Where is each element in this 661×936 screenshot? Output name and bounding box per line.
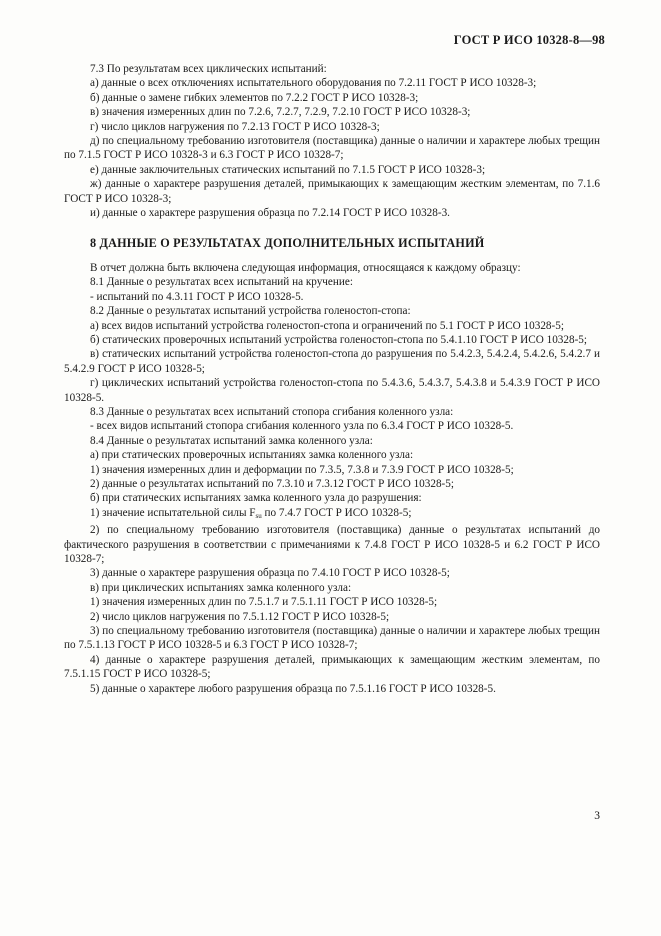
paragraph: в) при циклических испытаниях замка коленного узла: <box>90 581 352 594</box>
force-prefix: 1) значение испытательной силы F <box>90 506 256 519</box>
paragraph: 3) данные о характере разрушения образца по 7.4.10 ГОСТ Р ИСО 10328-5; <box>90 567 450 580</box>
paragraph: б) статических проверочных испытаний устройства голеностоп-стопа по 5.4.1.10 ГОСТ Р ИСО 10328-5; <box>90 333 587 346</box>
paragraph: В отчет должна быть включена следующая информация, относящаяся к каждому образцу: <box>90 261 521 274</box>
force-subscript: su <box>255 511 262 520</box>
paragraph: б) данные о замене гибких элементов по 7.2.2 ГОСТ Р ИСО 10328-3; <box>90 91 419 104</box>
paragraph: 7.3 По результатам всех циклических испытаний: <box>90 63 327 75</box>
paragraph: - всех видов испытаний стопора сгибания коленного узла по 6.3.4 ГОСТ Р ИСО 10328-5. <box>90 420 514 433</box>
paragraph: 8.3 Данные о результатах всех испытаний стопора сгибания коленного узла: <box>90 405 454 418</box>
paragraph: 8.4 Данные о результатах испытаний замка коленного узла: <box>90 434 373 447</box>
paragraph: б) при статических испытаниях замка коленного узла до разрушения: <box>90 492 422 505</box>
section-8 <box>64 261 600 696</box>
paragraph: - испытаний по 4.3.11 ГОСТ Р ИСО 10328-5. <box>90 290 304 303</box>
paragraph: г) циклических испытаний устройства голеностоп-стопа по 5.4.3.6, 5.4.3.7, 5.4.3.8 и 5.4.3.9 ГОСТ Р ИСО 10328-5. <box>64 377 600 404</box>
section-8-heading: 8 ДАННЫЕ О РЕЗУЛЬТАТАХ ДОПОЛНИТЕЛЬНЫХ ИСПЫТАНИЙ <box>90 236 485 251</box>
paragraph: 3) по специальному требованию изготовителя (поставщика) данные о наличии и характере любых трещин по 7.5.1.13 ГОСТ Р ИСО 10328-5 и 6.3 ГОСТ Р ИСО 10328-7; <box>64 625 600 652</box>
page-header: ГОСТ Р ИСО 10328-8—98 <box>453 33 605 47</box>
paragraph: а) данные о всех отключениях испытательного оборудования по 7.2.11 ГОСТ Р ИСО 10328-3; <box>90 77 537 90</box>
document-body <box>64 62 600 696</box>
paragraph: а) при статических проверочных испытаниях замка коленного узла: <box>90 449 414 462</box>
paragraph: 8.2 Данные о результатах испытаний устройства голеностоп-стопа: <box>90 305 411 318</box>
paragraph: 8.1 Данные о результатах всех испытаний на кручение: <box>90 276 353 289</box>
paragraph: г) число циклов нагружения по 7.2.13 ГОСТ Р ИСО 10328-3; <box>90 120 380 133</box>
paragraph: 5) данные о характере любого разрушения образца по 7.5.1.16 ГОСТ Р ИСО 10328-5. <box>90 682 496 695</box>
paragraph: а) всех видов испытаний устройства голеностоп-стопа и ограничений по 5.1 ГОСТ Р ИСО 10328-5; <box>90 319 564 332</box>
section-7-3 <box>64 62 600 220</box>
paragraph: е) данные заключительных статических испытаний по 7.1.5 ГОСТ Р ИСО 10328-3; <box>90 163 486 176</box>
paragraph: в) значения измеренных длин по 7.2.6, 7.2.7, 7.2.9, 7.2.10 ГОСТ Р ИСО 10328-3; <box>90 106 471 119</box>
force-suffix: по 7.4.7 ГОСТ Р ИСО 10328-5; <box>261 506 412 519</box>
paragraph: в) статических испытаний устройства голеностоп-стопа до разрушения по 5.4.2.3, 5.4.2.4, 5.4.2.6, 5.4.2.7 и 5.4.2.9 ГОСТ Р ИСО 10328-5; <box>64 348 600 375</box>
paragraph: 1) значения измеренных длин по 7.5.1.7 и 7.5.1.11 ГОСТ Р ИСО 10328-5; <box>90 596 438 609</box>
paragraph: и) данные о характере разрушения образца по 7.2.14 ГОСТ Р ИСО 10328-3. <box>90 207 450 220</box>
page-number: 3 <box>594 810 600 822</box>
paragraph: 2) данные о результатах испытаний по 7.3.10 и 7.3.12 ГОСТ Р ИСО 10328-5; <box>90 477 454 490</box>
paragraph: д) по специальному требованию изготовителя (поставщика) данные о наличии и характере любых трещин по 7.1.5 ГОСТ Р ИСО 10328-3 и 6.3 ГОСТ Р ИСО 10328-7; <box>64 135 600 162</box>
paragraph: 1) значения измеренных длин и деформации по 7.3.5, 7.3.8 и 7.3.9 ГОСТ Р ИСО 10328-5; <box>90 463 514 476</box>
paragraph: 2) по специальному требованию изготовителя (поставщика) данные о результатах испытаний до фактического разрушения в соответствии с примечаниями к 7.4.8 ГОСТ Р ИСО 10328-5 и 6.2 ГОСТ Р ИСО 10328-7; <box>64 524 600 565</box>
paragraph: ж) данные о характере разрушения деталей, примыкающих к замещающим жестким элементам, по 7.1.6 ГОСТ Р ИСО 10328-3; <box>64 178 600 205</box>
paragraph-test-force <box>64 506 600 523</box>
paragraph: 2) число циклов нагружения по 7.5.1.12 ГОСТ Р ИСО 10328-5; <box>90 610 390 623</box>
paragraph: 4) данные о характере разрушения деталей, примыкающих к замещающим жестким элементам, по 7.5.1.15 ГОСТ Р ИСО 10328-5; <box>64 653 600 681</box>
